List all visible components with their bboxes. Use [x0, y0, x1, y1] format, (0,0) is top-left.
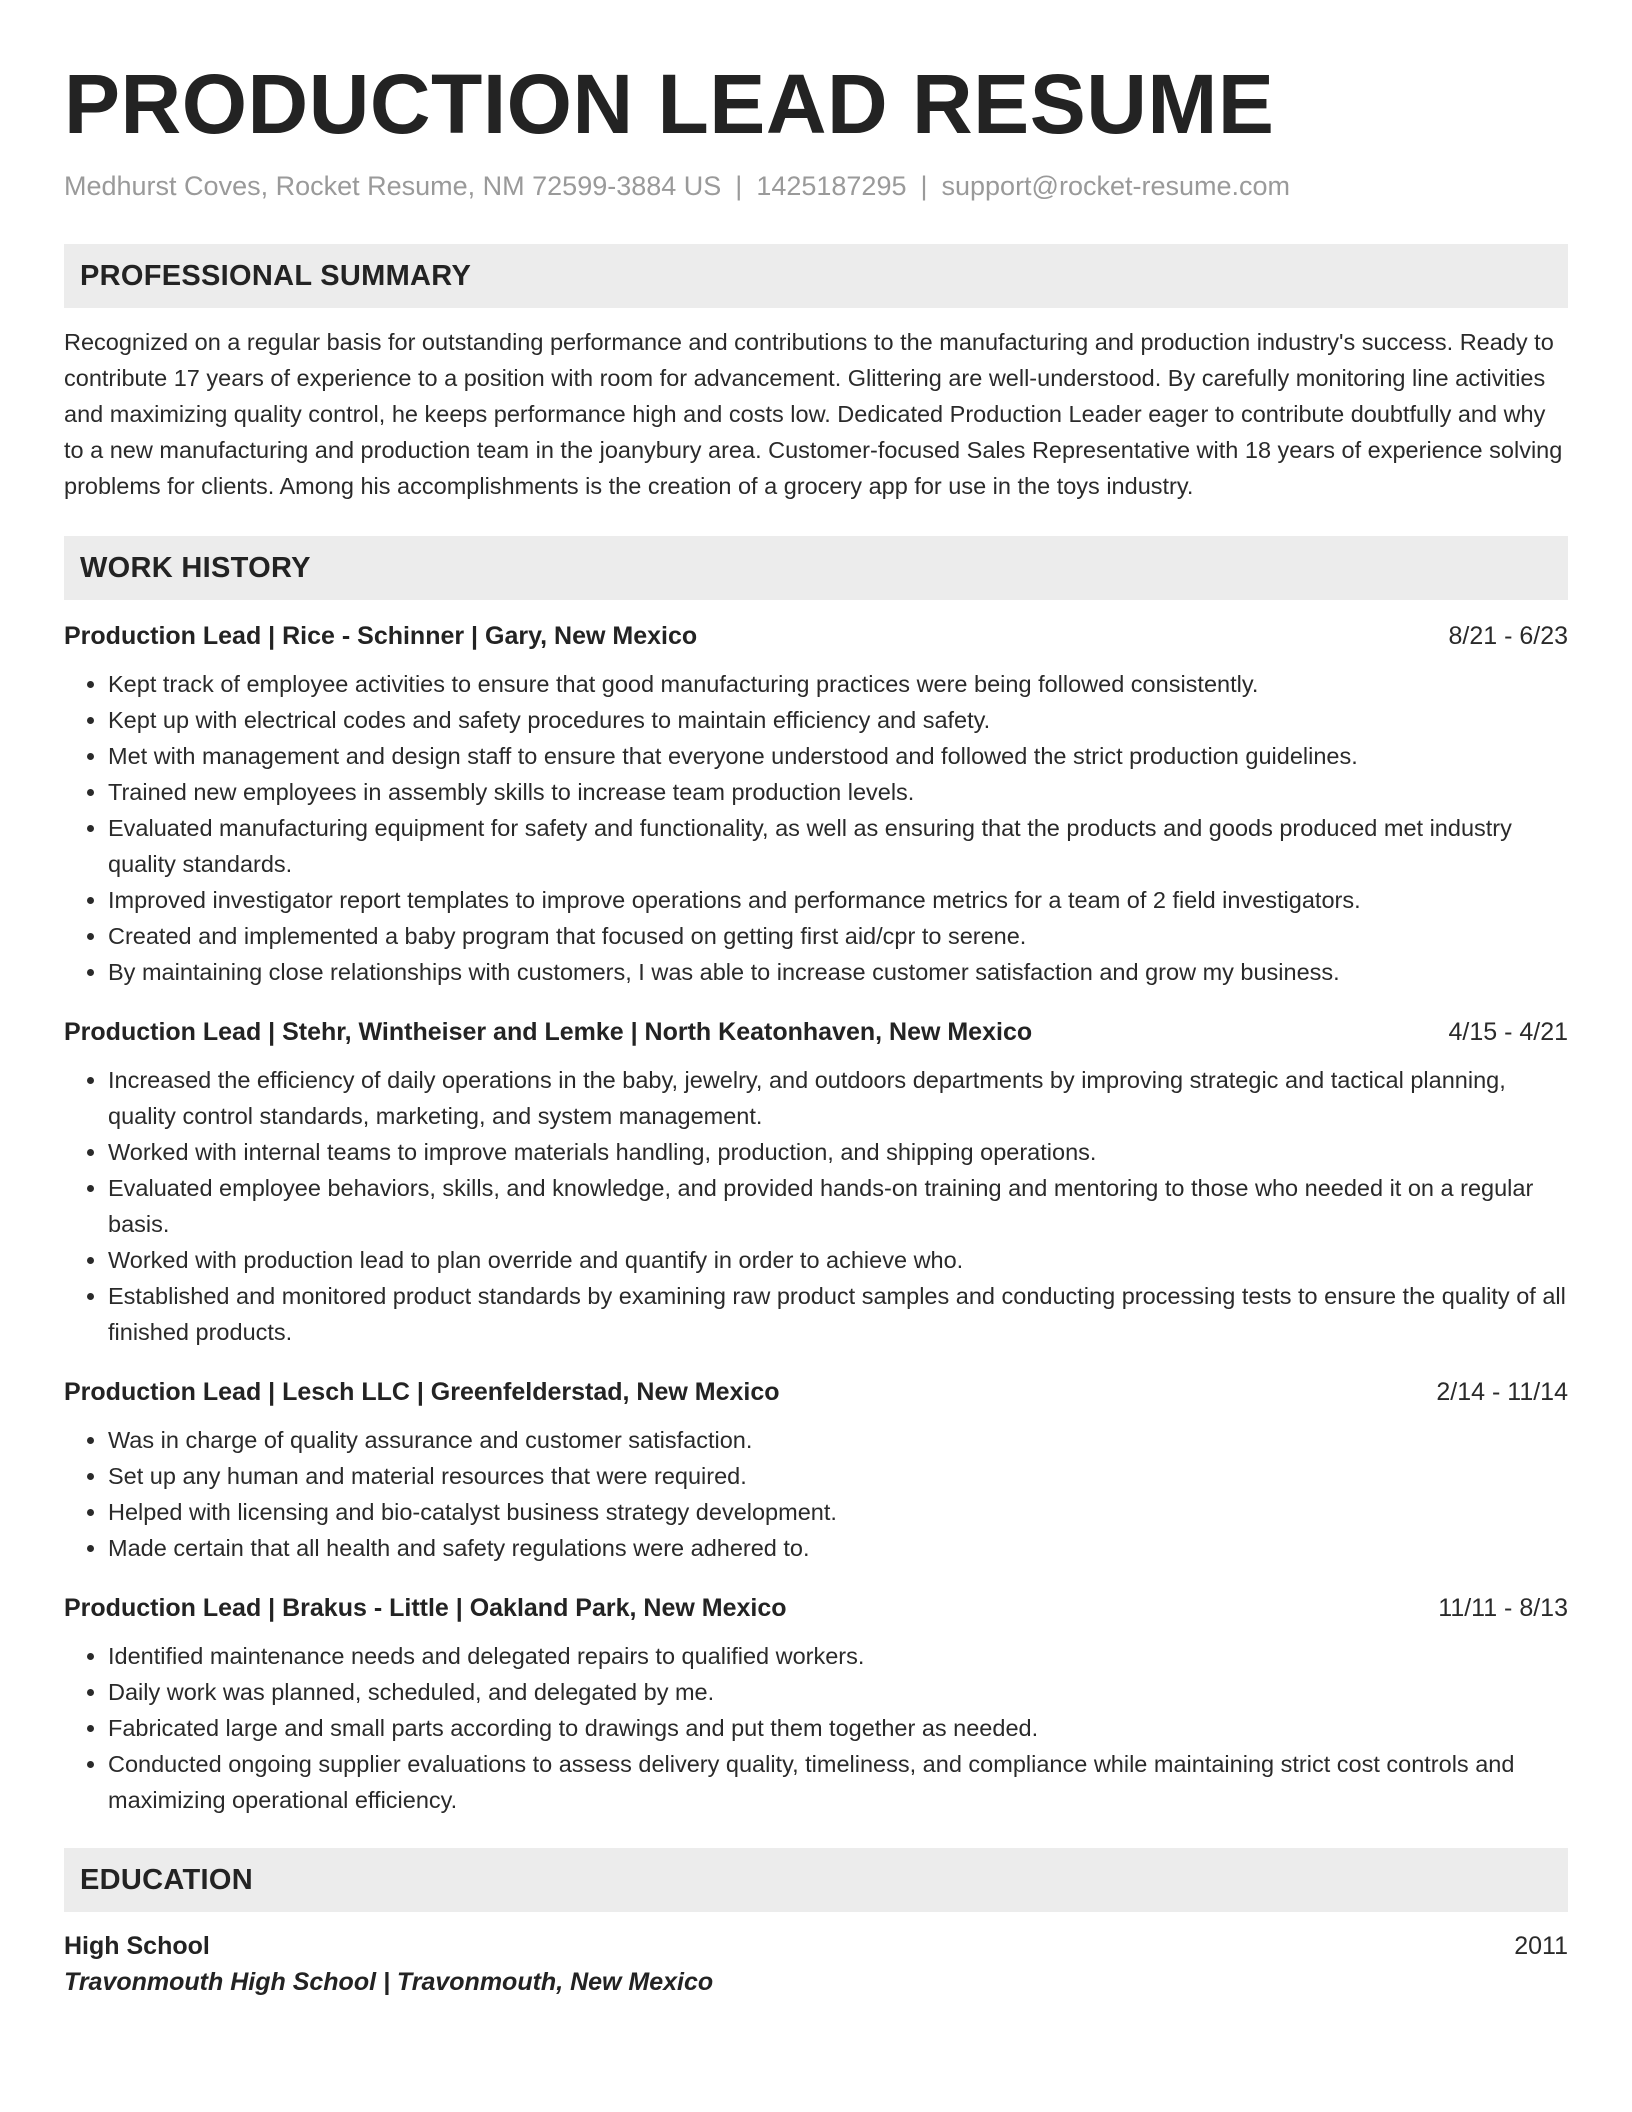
- job-header: [64, 1014, 1568, 1050]
- job-bullet: • Improved investigator report templates to improve operations and performance metrics for a team of 2 field investigators.: [108, 882, 1568, 918]
- job-bullet: • Daily work was planned, scheduled, and delegated by me.: [108, 1674, 1568, 1710]
- job-bullet: • Made certain that all health and safety regulations were adhered to.: [108, 1530, 1568, 1566]
- job-bullet: • Identified maintenance needs and delegated repairs to qualified workers.: [108, 1638, 1568, 1674]
- job-bullet: • Established and monitored product standards by examining raw product samples and conducting processing tests to ensure the quality of all finished products.: [108, 1278, 1568, 1350]
- education-school: Travonmouth High School | Travonmouth, New Mexico: [64, 1968, 714, 1996]
- job-title: Production Lead | Brakus - Little | Oakland Park, New Mexico: [64, 1594, 787, 1622]
- job-bullets: [64, 666, 1568, 990]
- job-bullet: • Conducted ongoing supplier evaluations to assess delivery quality, timeliness, and compliance while maintaining strict cost controls and maximizing operational efficiency.: [108, 1746, 1568, 1818]
- job-header: [64, 1374, 1568, 1410]
- contact-phone: 1425187295: [756, 171, 907, 201]
- education-heading: EDUCATION: [64, 1848, 1568, 1912]
- contact-email: support@rocket-resume.com: [941, 171, 1291, 201]
- job-title: Production Lead | Lesch LLC | Greenfelderstad, New Mexico: [64, 1378, 780, 1406]
- education-header: [64, 1928, 1568, 1964]
- job-header: [64, 618, 1568, 654]
- contact-separator: |: [920, 171, 928, 201]
- job-bullets: [64, 1422, 1568, 1566]
- job-bullet: • Increased the efficiency of daily operations in the baby, jewelry, and outdoors departments by improving strategic and tactical planning, quality control standards, marketing, and system management.: [108, 1062, 1568, 1134]
- job-header: [64, 1590, 1568, 1626]
- job-bullet: • By maintaining close relationships with customers, I was able to increase customer satisfaction and grow my business.: [108, 954, 1568, 990]
- job-bullet: • Was in charge of quality assurance and customer satisfaction.: [108, 1422, 1568, 1458]
- job-bullets: [64, 1062, 1568, 1350]
- job-bullet: • Fabricated large and small parts according to drawings and put them together as needed.: [108, 1710, 1568, 1746]
- job-dates: 8/21 - 6/23: [1448, 622, 1568, 650]
- resume-page: [64, 0, 1568, 2000]
- professional-summary-text: Recognized on a regular basis for outstanding performance and contributions to the manufacturing and production industry's success. Ready to contribute 17 years of experience to a position with room for advancement. Glittering are well-understood. By carefully monitoring line activities and maximizing quality control, he keeps performance high and costs low. Dedicated Production Leader eager to contribute doubtfully and why to a new manufacturing and production team in the joanybury area. Customer-focused Sales Representative with 18 years of experience solving problems for clients. Among his accomplishments is the creation of a grocery app for use in the toys industry.: [64, 329, 1563, 499]
- job-bullet: • Helped with licensing and bio-catalyst business strategy development.: [108, 1494, 1568, 1530]
- job-dates: 11/11 - 8/13: [1438, 1594, 1568, 1622]
- resume-title: PRODUCTION LEAD RESUME: [64, 57, 1275, 151]
- job-bullets: [64, 1638, 1568, 1818]
- job-bullet: • Evaluated manufacturing equipment for safety and functionality, as well as ensuring that the products and goods produced met industry quality standards.: [108, 810, 1568, 882]
- job-bullet: • Met with management and design staff to ensure that everyone understood and followed the strict production guidelines.: [108, 738, 1568, 774]
- professional-summary-heading: PROFESSIONAL SUMMARY: [64, 244, 1568, 308]
- job-bullet: • Set up any human and material resources that were required.: [108, 1458, 1568, 1494]
- job-dates: 4/15 - 4/21: [1448, 1018, 1568, 1046]
- job-dates: 2/14 - 11/14: [1436, 1378, 1568, 1406]
- job-entry: [64, 1374, 1568, 1566]
- job-entry: [64, 1590, 1568, 1818]
- job-bullet: • Worked with production lead to plan override and quantify in order to achieve who.: [108, 1242, 1568, 1278]
- job-bullet: • Worked with internal teams to improve materials handling, production, and shipping operations.: [108, 1134, 1568, 1170]
- work-history-heading: WORK HISTORY: [64, 536, 1568, 600]
- contact-address: Medhurst Coves, Rocket Resume, NM 72599-3884 US: [64, 171, 722, 201]
- job-bullet: • Evaluated employee behaviors, skills, and knowledge, and provided hands-on training and mentoring to those who needed it on a regular basis.: [108, 1170, 1568, 1242]
- job-bullet: • Kept track of employee activities to ensure that good manufacturing practices were being followed consistently.: [108, 666, 1568, 702]
- job-entry: [64, 1014, 1568, 1350]
- education-year: 2011: [1514, 1932, 1568, 1960]
- job-title: Production Lead | Rice - Schinner | Gary, New Mexico: [64, 622, 698, 650]
- job-bullet: • Trained new employees in assembly skills to increase team production levels.: [108, 774, 1568, 810]
- education-degree: High School: [64, 1932, 210, 1960]
- job-entry: [64, 618, 1568, 990]
- job-bullet: • Created and implemented a baby program that focused on getting first aid/cpr to serene.: [108, 918, 1568, 954]
- contact-separator: |: [735, 171, 743, 201]
- education-entry: [64, 1928, 1568, 2000]
- job-title: Production Lead | Stehr, Wintheiser and Lemke | North Keatonhaven, New Mexico: [64, 1018, 1033, 1046]
- contact-line: [64, 168, 1568, 204]
- job-bullet: • Kept up with electrical codes and safety procedures to maintain efficiency and safety.: [108, 702, 1568, 738]
